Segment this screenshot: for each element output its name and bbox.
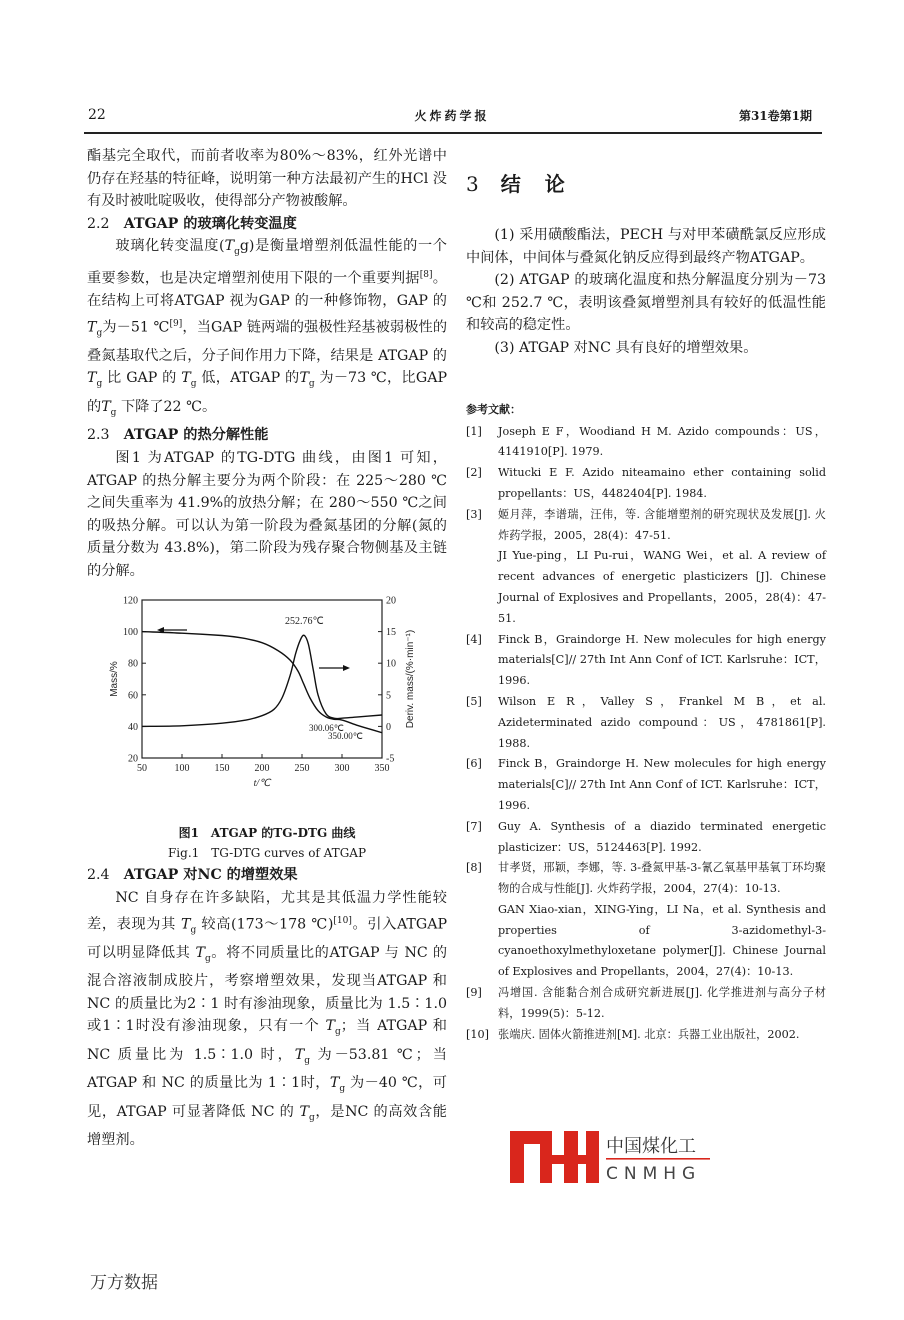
right-column (466, 170, 826, 1045)
page-number: 22 (88, 107, 106, 123)
tg-sub: g (110, 407, 117, 418)
text: 。将不同质量比的ATGAP 与 NC 的混合溶液制成胶片，考察增塑效果，发现当ATGAP 和NC 的质量比为2∶1 时有渗油现象，质量比为 1.5∶1.0 或1∶1时没有渗油现象，只有一个 (87, 944, 448, 1035)
citation-10[interactable]: [10] (333, 915, 352, 926)
text: ，是NC 的高效含能增塑剂。 (87, 1103, 447, 1149)
watermark: 万方数据 (90, 1273, 158, 1293)
reference-item (466, 817, 826, 859)
para-2-2 (87, 235, 447, 424)
svg-text:-5: -5 (386, 753, 395, 765)
reference-text: 张端庆. 固体火箭推进剂[M]. 北京：兵器工业出版社，2002. (498, 1027, 800, 1041)
chart-svg (87, 586, 447, 822)
svg-text:80: 80 (128, 659, 138, 671)
reference-item (466, 692, 826, 754)
reference-item (466, 1025, 826, 1046)
svg-text:10: 10 (386, 659, 396, 671)
cnmhg-logo (510, 1127, 710, 1187)
reference-text: Guy A. Synthesis of a diazido terminated energetic plasticizer：US，5124463[P]. 1992. (498, 819, 826, 854)
text: 下降了22 ℃。 (116, 398, 217, 415)
tg-sub: g (190, 925, 197, 936)
reference-text: Finck B，Graindorge H. New molecules for high energy materials[C]// 27th Int Ann Conf of ICT. Karlsruhe：ICT，1996. (498, 757, 826, 812)
tg-symbol: T (329, 1075, 340, 1092)
svg-text:350: 350 (374, 763, 390, 775)
section-2-2-heading (87, 213, 447, 236)
tg-sub: g (96, 379, 103, 390)
reference-tag: [3] (466, 507, 482, 521)
text: 比 GAP 的 (102, 370, 182, 387)
reference-text: Witucki E F. Azido niteamaino ether containing solid propellants：US，4482404[P]. 1984. (498, 466, 826, 500)
reference-text: 冯增国. 含能黏合剂合成研究新进展[J]. 化学推进剂与高分子材料，1999(5)：5-12. (498, 986, 826, 1020)
conclusion-2: (2) ATGAP 的玻璃化温度和热分解温度分别为－73 ℃和 252.7 ℃，表明该叠氮增塑剂具有较好的低温性能和较高的稳定性。 (466, 272, 826, 334)
reference-tag: [7] (466, 819, 482, 833)
tg-sub: g (204, 953, 211, 964)
section-title: ATGAP 对NC 的增塑效果 (123, 867, 298, 884)
section-2-3-heading (87, 424, 447, 447)
svg-text:100: 100 (174, 763, 190, 775)
journal-title: 火炸药学报 (414, 109, 490, 123)
section-title: ATGAP 的玻璃化转变温度 (123, 215, 297, 232)
text: g (239, 238, 249, 255)
text: 。引入ATGAP 可以明显降低其 (87, 916, 447, 961)
svg-text:120: 120 (123, 595, 138, 607)
text: 为－51 ℃ (102, 319, 170, 336)
reference-item (466, 858, 826, 983)
y-axis-label: Mass/% (109, 661, 120, 698)
tg-sub: g (190, 379, 197, 390)
right-arrow-icon (319, 665, 350, 671)
reference-item (466, 422, 826, 464)
reference-translation: JI Yue-ping，LI Pu-rui，WANG Wei，et al. A review of recent advances of energetic plasticizers [J]. Chinese Journal of Explosives and Propellants，2005，28(4)：47-51. (498, 549, 826, 625)
reference-list (466, 422, 826, 1046)
tg-symbol: T (195, 944, 205, 961)
section-number: 3 (466, 172, 481, 196)
issue-label: 第31卷第1期 (738, 109, 812, 123)
figure-caption-cn: 图1 ATGAP 的TG-DTG 曲线 (178, 826, 356, 841)
reference-text: 甘孝贤，邢颖，李娜，等. 3-叠氮甲基-3-氰乙氧基甲基氧丁环均聚物的合成与性能[J]. 火炸药学报，2004，27(4)：10-13. (498, 861, 826, 896)
reference-tag: [6] (466, 757, 482, 771)
tg-symbol: T (101, 398, 111, 415)
svg-text:20: 20 (128, 753, 138, 765)
svg-text:0: 0 (386, 722, 391, 734)
reference-item (466, 505, 826, 630)
reference-tag: [9] (466, 986, 482, 1000)
intro-paragraph: 酯基完全取代，而前者收率为80%～83%，红外光谱中仍存在羟基的特征峰，说明第一种方法最初产生的HCl 没有及时被吡啶吸收，使得部分产物被酸解。 (87, 148, 447, 210)
tg-sub: g (334, 1027, 341, 1038)
text: 低，ATGAP 的 (196, 370, 300, 387)
annotation-350: 350.00℃ (328, 731, 363, 742)
section-2-4-heading (87, 864, 447, 887)
tg-dtg-chart (87, 586, 447, 822)
text: 较高(173～178 ℃) (196, 916, 334, 933)
text: 为－40 ℃，可见，ATGAP 可显著降低 NC 的 (87, 1075, 447, 1120)
reference-item (466, 754, 826, 816)
conclusion-1: (1) 采用磺酸酯法，PECH 与对甲苯磺酰氯反应形成中间体，中间体与叠氮化钠反应得到最终产物ATGAP。 (466, 227, 826, 266)
left-column (87, 145, 447, 1152)
citation-9[interactable]: [9] (169, 318, 183, 329)
reference-text: 姬月萍，李谱瑞，汪伟，等. 含能增塑剂的研究现状及发展[J]. 火炸药学报，2005，28(4)：47-51. (498, 507, 826, 542)
references-title: 参考文献： (466, 402, 521, 416)
tg-sub: g (234, 247, 240, 258)
svg-text:60: 60 (128, 690, 138, 702)
text: 玻璃化转变温度( (115, 238, 225, 255)
reference-tag: [10] (466, 1027, 489, 1041)
tg-symbol: T (181, 370, 191, 387)
svg-text:50: 50 (137, 763, 147, 775)
svg-text:40: 40 (128, 722, 138, 734)
svg-text:300: 300 (334, 763, 350, 775)
reference-tag: [5] (466, 694, 482, 708)
tg-sub: g (309, 1112, 315, 1123)
reference-text: Finck B，Graindorge H. New molecules for high energy materials[C]// 27th Int Ann Conf of ICT. Karlsruhe：ICT，1996. (498, 632, 826, 688)
tg-symbol: T (181, 916, 191, 933)
reference-item (466, 983, 826, 1025)
conclusion-3: (3) ATGAP 对NC 具有良好的增塑效果。 (494, 339, 758, 356)
section-title: 结 论 (500, 172, 567, 196)
tg-symbol: T (299, 370, 309, 387)
section-number: 2.3 (87, 427, 110, 444)
para-2-3: 图1 为ATGAP 的TG-DTG 曲线，由图1 可知，ATGAP 的热分解主要分为两个阶段：在 225～280 ℃之间失重率为 41.9%的放热分解；在 280～550 ℃之间的吸热分解。可以认为第一阶段为叠氮基团的分解(氮的质量分数为 43.8%)，第二阶段为残存聚合物侧基及主链的分解。 (87, 449, 447, 579)
reference-tag: [8] (466, 861, 482, 875)
tg-symbol: T (87, 319, 97, 336)
text: ，当GAP 链两端的强极性羟基被弱极性的叠氮基取代之后，分子间作用力下降，结果是 ATGAP 的 (87, 319, 448, 364)
text: 为－73 ℃，比GAP 的 (87, 370, 448, 415)
logo-cn-name: 中国煤化工 (606, 1136, 696, 1157)
y2-axis-label: Deriv. mass/(%·min⁻¹) (405, 630, 416, 729)
reference-item (466, 630, 826, 692)
reference-text: Wilson E R，Valley S，Frankel M B，et al. Azideterminated azido compound：US，4781861[P]. 1988. (498, 694, 826, 750)
svg-text:5: 5 (386, 690, 391, 702)
header-rule (84, 132, 822, 134)
x-axis-label: t/℃ (253, 778, 271, 790)
tg-sub: g (308, 379, 315, 390)
tg-sub: g (96, 328, 103, 339)
section-title: ATGAP 的热分解性能 (123, 427, 269, 444)
dtg-curve (142, 636, 382, 727)
reference-translation: GAN Xiao-xian，XING-Ying，LI Na，et al. Synthesis and properties of 3-azidomethyl-3-cyanoethoxylmethyloxetane polymer[J]. Chinese Journal of Explosives and Propellants，2004，27(4)：10-13. (498, 902, 826, 979)
figure-caption-en: Fig.1 TG-DTG curves of ATGAP (167, 846, 367, 861)
section-number: 2.2 (87, 215, 110, 232)
citation-8[interactable]: [8] (419, 269, 433, 280)
reference-tag: [1] (466, 424, 482, 438)
tg-symbol: T (294, 1046, 305, 1063)
svg-text:15: 15 (386, 627, 396, 639)
annotation-300: 300.06℃ (309, 723, 344, 734)
text: )是衡量增塑剂低温性能的一个重要参数，也是决定增塑剂使用下限的一个重要判据 (87, 238, 447, 287)
peak-annotation: 252.76℃ (285, 616, 324, 628)
svg-text:200: 200 (254, 763, 270, 775)
text: NC 自身存在许多缺陷，尤其是其低温力学性能较差，表现为其 (87, 890, 447, 933)
svg-text:150: 150 (214, 763, 230, 775)
reference-tag: [2] (466, 466, 482, 480)
reference-tag: [4] (466, 632, 482, 646)
svg-text:250: 250 (294, 763, 310, 775)
para-2-4 (87, 887, 447, 1152)
right-axis-ticks (378, 596, 396, 765)
x-axis-ticks (137, 754, 390, 774)
tg-symbol: T (87, 370, 97, 387)
logo-rule (606, 1158, 710, 1160)
tg-sub: g (339, 1084, 346, 1095)
reference-text: Joseph E F，Woodiand H M. Azido compounds：US，4141910[P]. 1979. (498, 424, 826, 459)
svg-text:20: 20 (386, 595, 396, 607)
section-3-heading (466, 170, 826, 198)
mh-mark-icon (510, 1131, 599, 1183)
tg-sub: g (304, 1055, 310, 1066)
text: ；当 ATGAP 和 NC 质量比为 1.5∶1.0 时， (87, 1018, 447, 1063)
svg-text:100: 100 (123, 627, 138, 639)
section-number: 2.4 (87, 867, 110, 884)
text: 为－53.81 ℃；当 ATGAP 和 NC 的质量比为 1∶1时， (87, 1046, 447, 1092)
tg-symbol: T (325, 1018, 335, 1035)
reference-item (466, 463, 826, 505)
tg-symbol: T (299, 1103, 310, 1120)
text: 。在结构上可将ATGAP 视为GAP 的一种修饰物，GAP 的 (87, 270, 447, 310)
logo-en-name: CNMHG (606, 1164, 702, 1184)
tg-symbol: T (224, 238, 235, 255)
